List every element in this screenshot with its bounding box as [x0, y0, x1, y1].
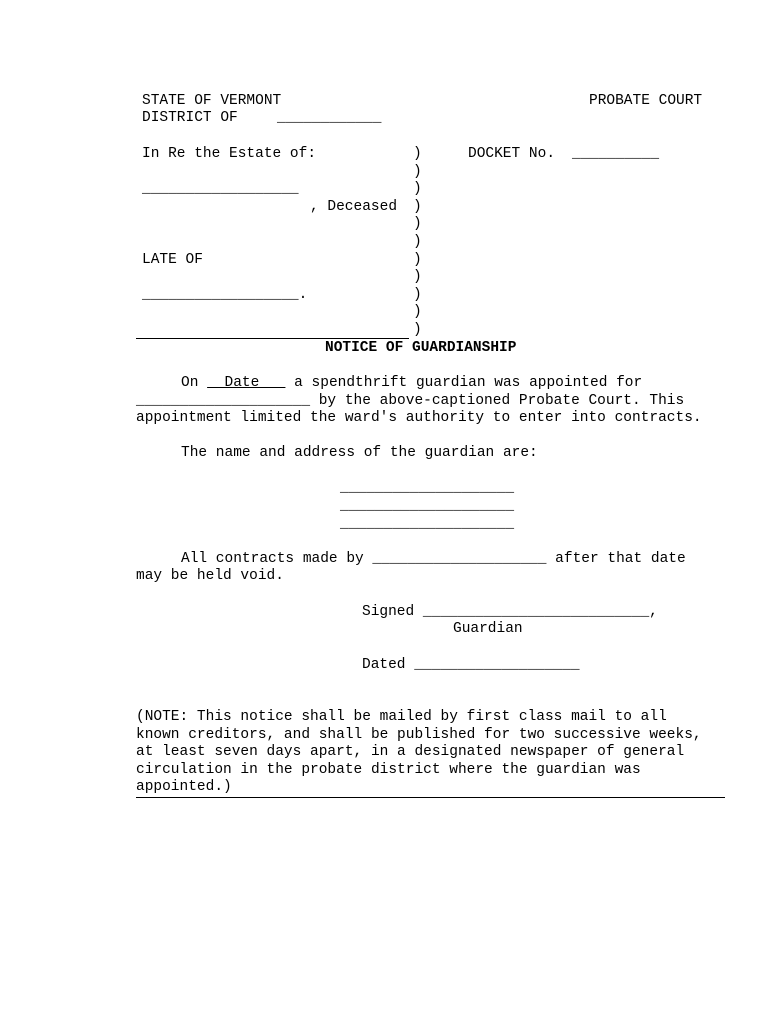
caption-paren: ) [413, 146, 422, 162]
caption-paren: ) [413, 252, 422, 268]
dated-line[interactable]: Dated ___________________ [362, 657, 580, 673]
note-line: (NOTE: This notice shall be mailed by first class mail to all [136, 709, 667, 725]
guardian-role-label: Guardian [453, 621, 523, 637]
caption-paren: ) [413, 181, 422, 197]
paragraph-1-line-2: ____________________ by the above-captioned Probate Court. This [136, 393, 685, 409]
bottom-divider [136, 797, 725, 798]
note-line: circulation in the probate district where the guardian was [136, 762, 641, 778]
caption-paren: ) [413, 216, 422, 232]
guardian-address-blank[interactable]: ____________________ [340, 516, 515, 532]
court-heading: PROBATE COURT [589, 93, 703, 109]
caption-paren: ) [413, 234, 422, 250]
note-line: known creditors, and shall be published for two successive weeks, [136, 727, 702, 743]
paragraph-1-line-1 [181, 375, 642, 393]
date-blank[interactable]: Date [207, 375, 286, 391]
docket-blank[interactable]: __________ [572, 146, 660, 162]
caption-paren: ) [413, 164, 422, 180]
caption-paren: ) [413, 322, 422, 338]
paragraph-1-line-3: appointment limited the ward's authority to enter into contracts. [136, 410, 702, 426]
caption-paren: ) [413, 287, 422, 303]
note-line: appointed.) [136, 779, 232, 795]
caption-paren: ) [413, 199, 422, 215]
late-of-blank[interactable]: __________________. [142, 287, 308, 303]
caption-paren: ) [413, 269, 422, 285]
note-line: at least seven days apart, in a designated newspaper of general [136, 744, 685, 760]
appointment-text: a spendthrift guardian was appointed for [285, 375, 643, 391]
caption-divider [136, 338, 409, 339]
document-title: NOTICE OF GUARDIANSHIP [325, 340, 517, 356]
paragraph-3-line-2: may be held void. [136, 568, 284, 584]
deceased-label: , Deceased [310, 199, 398, 215]
state-heading: STATE OF VERMONT [142, 93, 282, 109]
guardian-address-blank[interactable]: ____________________ [340, 480, 515, 496]
late-of-label: LATE OF [142, 252, 203, 268]
decedent-name-blank[interactable]: __________________ [142, 181, 299, 197]
estate-label: In Re the Estate of: [142, 146, 317, 162]
guardian-address-blank[interactable]: ____________________ [340, 498, 515, 514]
paragraph-2: The name and address of the guardian are: [181, 445, 538, 461]
district-label: DISTRICT OF [142, 110, 238, 126]
district-blank[interactable]: ____________ [277, 110, 382, 126]
signature-line[interactable]: Signed __________________________, [362, 604, 658, 620]
caption-paren: ) [413, 304, 422, 320]
on-text: On [181, 375, 208, 391]
paragraph-3-line-1: All contracts made by ____________________ after that date [181, 551, 686, 567]
docket-label: DOCKET No. [468, 146, 556, 162]
